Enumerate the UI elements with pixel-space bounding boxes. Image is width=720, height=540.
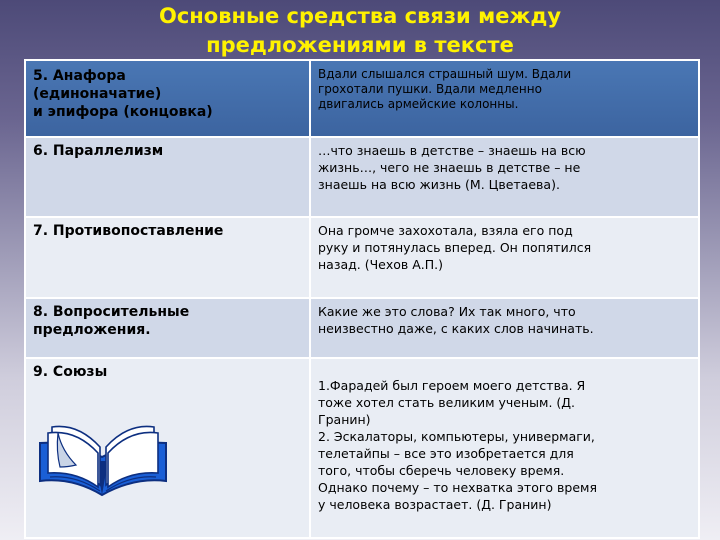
example-line: 1.Фарадей был героем моего детства. Я xyxy=(318,378,586,393)
example-line: Однако почему – то нехватка этого время xyxy=(318,480,597,495)
row-label xyxy=(25,217,310,298)
example-line: …что знаешь в детстве – знаешь на всю xyxy=(318,143,586,158)
example-line: жизнь…, чего не знаешь в детстве – не xyxy=(318,160,581,175)
label-line: (единоначатие) xyxy=(33,86,162,102)
example-line: грохотали пушки. Вдали медленно xyxy=(318,82,542,96)
row-label xyxy=(25,298,310,358)
label-line: 6. Параллелизм xyxy=(33,143,164,159)
example-line: 2. Эскалаторы, компьютеры, универмаги, xyxy=(318,429,595,444)
example-line: тоже хотел стать великим ученым. (Д. xyxy=(318,395,576,410)
title-line-1: Основные средства связи между xyxy=(158,4,562,28)
example-line: знаешь на всю жизнь (М. Цветаева). xyxy=(318,177,560,192)
example-line: назад. (Чехов А.П.) xyxy=(318,257,444,272)
row-label xyxy=(25,137,310,217)
label-line: 9. Союзы xyxy=(33,364,108,380)
label-line: предложения. xyxy=(33,322,151,338)
open-book-icon xyxy=(36,421,170,499)
example-line: руку и потянулась вперед. Он попятился xyxy=(318,240,592,255)
example-line: того, чтобы сберечь человеку время. xyxy=(318,463,565,478)
row-label xyxy=(25,60,310,137)
table-row-parallelism xyxy=(25,137,699,217)
row-example xyxy=(310,358,699,538)
example-line: Какие же это слова? Их так много, что xyxy=(318,304,576,319)
example-line: телетайпы – все это изобретается для xyxy=(318,446,574,461)
table-row-questions xyxy=(25,298,699,358)
table-row-anaphora xyxy=(25,60,699,137)
row-example xyxy=(310,298,699,358)
example-line: двигались армейские колонны. xyxy=(318,97,519,111)
title-line-2: предложениями в тексте xyxy=(206,33,514,57)
label-line: 5. Анафора xyxy=(33,68,126,84)
example-line: у человека возрастает. (Д. Гранин) xyxy=(318,497,552,512)
example-block xyxy=(318,363,691,513)
row-example xyxy=(310,60,699,137)
example-line: Гранин) xyxy=(318,412,371,427)
slide-title xyxy=(0,2,720,60)
row-example xyxy=(310,137,699,217)
example-line: неизвестно даже, с каких слов начинать. xyxy=(318,321,594,336)
label-line: 7. Противопоставление xyxy=(33,223,224,239)
row-example xyxy=(310,217,699,298)
table-row-opposition xyxy=(25,217,699,298)
example-line: Она громче захохотала, взяла его под xyxy=(318,223,573,238)
label-line: и эпифора (концовка) xyxy=(33,104,213,120)
label-line: 8. Вопросительные xyxy=(33,304,190,320)
example-line: Вдали слышался страшный шум. Вдали xyxy=(318,67,572,81)
